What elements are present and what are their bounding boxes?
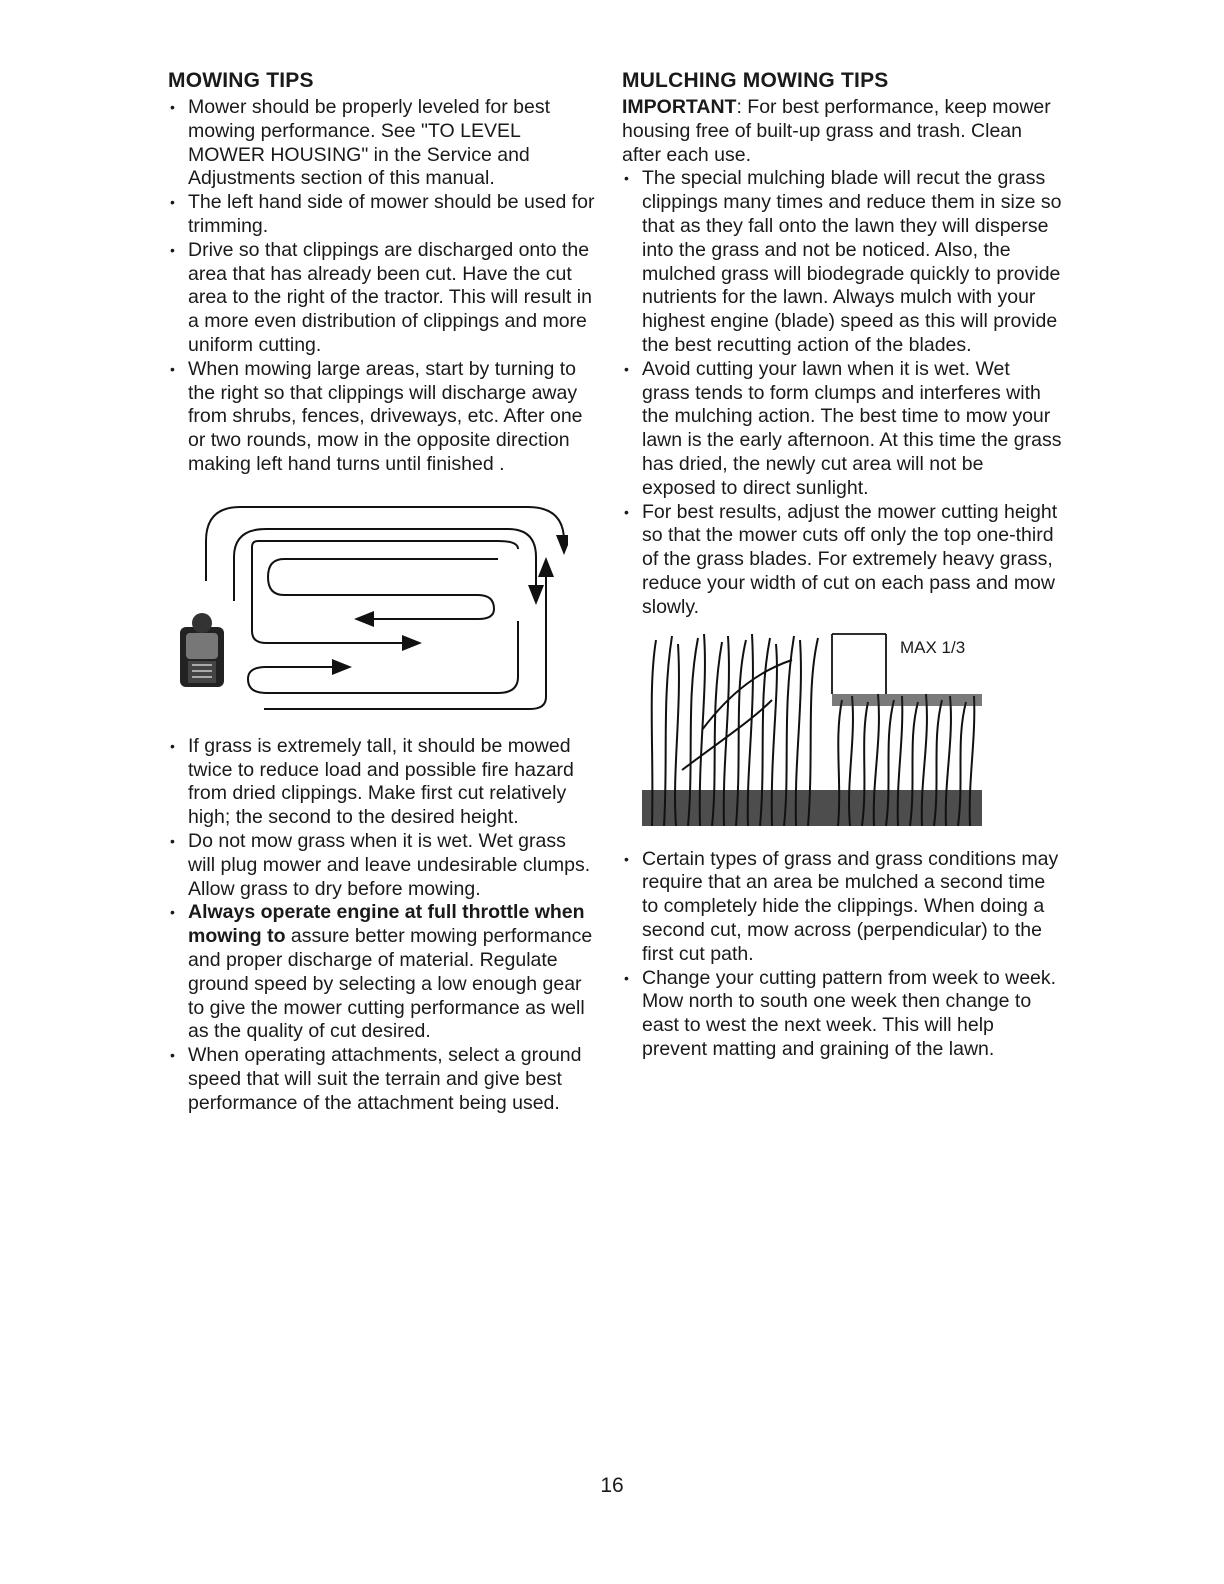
list-item: • Always operate engine at full throttle when mowing to assure better mowing performance and proper discharge of material. Regulate ground speed by selecting a low enough gear to give the mower cutting performance as well as the quality of cut desired. <box>170 901 593 1043</box>
list-item: • Drive so that clippings are discharged onto the area that has already been cut. Have the cut area to the right of the tractor. This will result in a more even distribution of clippings and more uniform cutting. <box>170 238 592 356</box>
list-item: • When operating attachments, select a ground speed that will suit the terrain and give best performance of the attachment being used. <box>170 1044 582 1114</box>
grass-illustration <box>642 630 982 826</box>
grass-height-figure <box>642 630 982 826</box>
mulching-tips-heading: MULCHING MOWING TIPS <box>622 69 889 92</box>
list-item: • Change your cutting pattern from week to week. Mow north to south one week then change to east to west the next week. This will help prevent matting and graining of the lawn. <box>624 966 1057 1060</box>
list-item: • For best results, adjust the mower cutting height so that the mower cuts off only the top one-third of the grass blades. For extremely heavy grass, reduce your width of cut on each pass and mow slowly. <box>624 500 1058 618</box>
mowing-tips-heading: MOWING TIPS <box>168 69 314 92</box>
left-column <box>168 68 598 1116</box>
list-item: • When mowing large areas, start by turning to the right so that clippings will discharge away from shrubs, fences, driveways, etc. After one or two rounds, mow in the opposite direction making left hand turns until finished . <box>170 357 583 475</box>
throttle-bold-text: Always operate engine at full throttle when mowing to <box>188 901 585 948</box>
list-item: • Certain types of grass and grass conditions may require that an area be mulched a second time to completely hide the clippings. When doing a second cut, mow across (perpendicular) to the first cut path. <box>624 847 1059 965</box>
right-column <box>622 68 1062 1062</box>
important-note: IMPORTANT: For best performance, keep mower housing free of built-up grass and trash. Clean after each use. <box>622 96 1051 166</box>
mowing-pattern-figure <box>168 501 568 715</box>
mowing-pattern-diagram <box>168 501 568 715</box>
tractor-icon <box>180 613 224 687</box>
list-item: • The left hand side of mower should be used for trimming. <box>170 191 595 237</box>
mulching-tips-list-top <box>622 167 1062 619</box>
mulching-tips-list-bottom <box>622 848 1062 1062</box>
important-label: IMPORTANT <box>622 96 737 118</box>
list-item: • Do not mow grass when it is wet. Wet grass will plug mower and leave undesirable clumps. Allow grass to dry before mowing. <box>170 829 591 900</box>
list-item: • If grass is extremely tall, it should be mowed twice to reduce load and possible fire hazard from dried clippings. Make first cut relatively high; the second to the desired height. <box>170 734 574 829</box>
mowing-tips-list-top <box>168 96 598 477</box>
list-item: • The special mulching blade will recut the grass clippings many times and reduce them in size so that as they fall onto the lawn they will disperse into the grass and not be noticed. Also, the mulched grass will biodegrade quickly to provide nutrients for the lawn. Always mulch with your highest engine (blade) speed as this will provide the best recutting action of the blades. <box>624 167 1062 356</box>
max-one-third-label: MAX 1/3 <box>900 637 966 657</box>
list-item: • Avoid cutting your lawn when it is wet. Wet grass tends to form clumps and interferes with the mulching action. The best time to mow your lawn is the early afternoon. At this time the grass has dried, the newly cut area will not be exposed to direct sunlight. <box>624 357 1062 499</box>
page-number: 16 <box>600 1474 624 1497</box>
mowing-tips-list-bottom <box>168 735 598 1116</box>
list-item: • Mower should be properly leveled for best mowing performance. See "TO LEVEL MOWER HOUSING" in the Service and Adjustments section of this manual. <box>170 96 551 190</box>
